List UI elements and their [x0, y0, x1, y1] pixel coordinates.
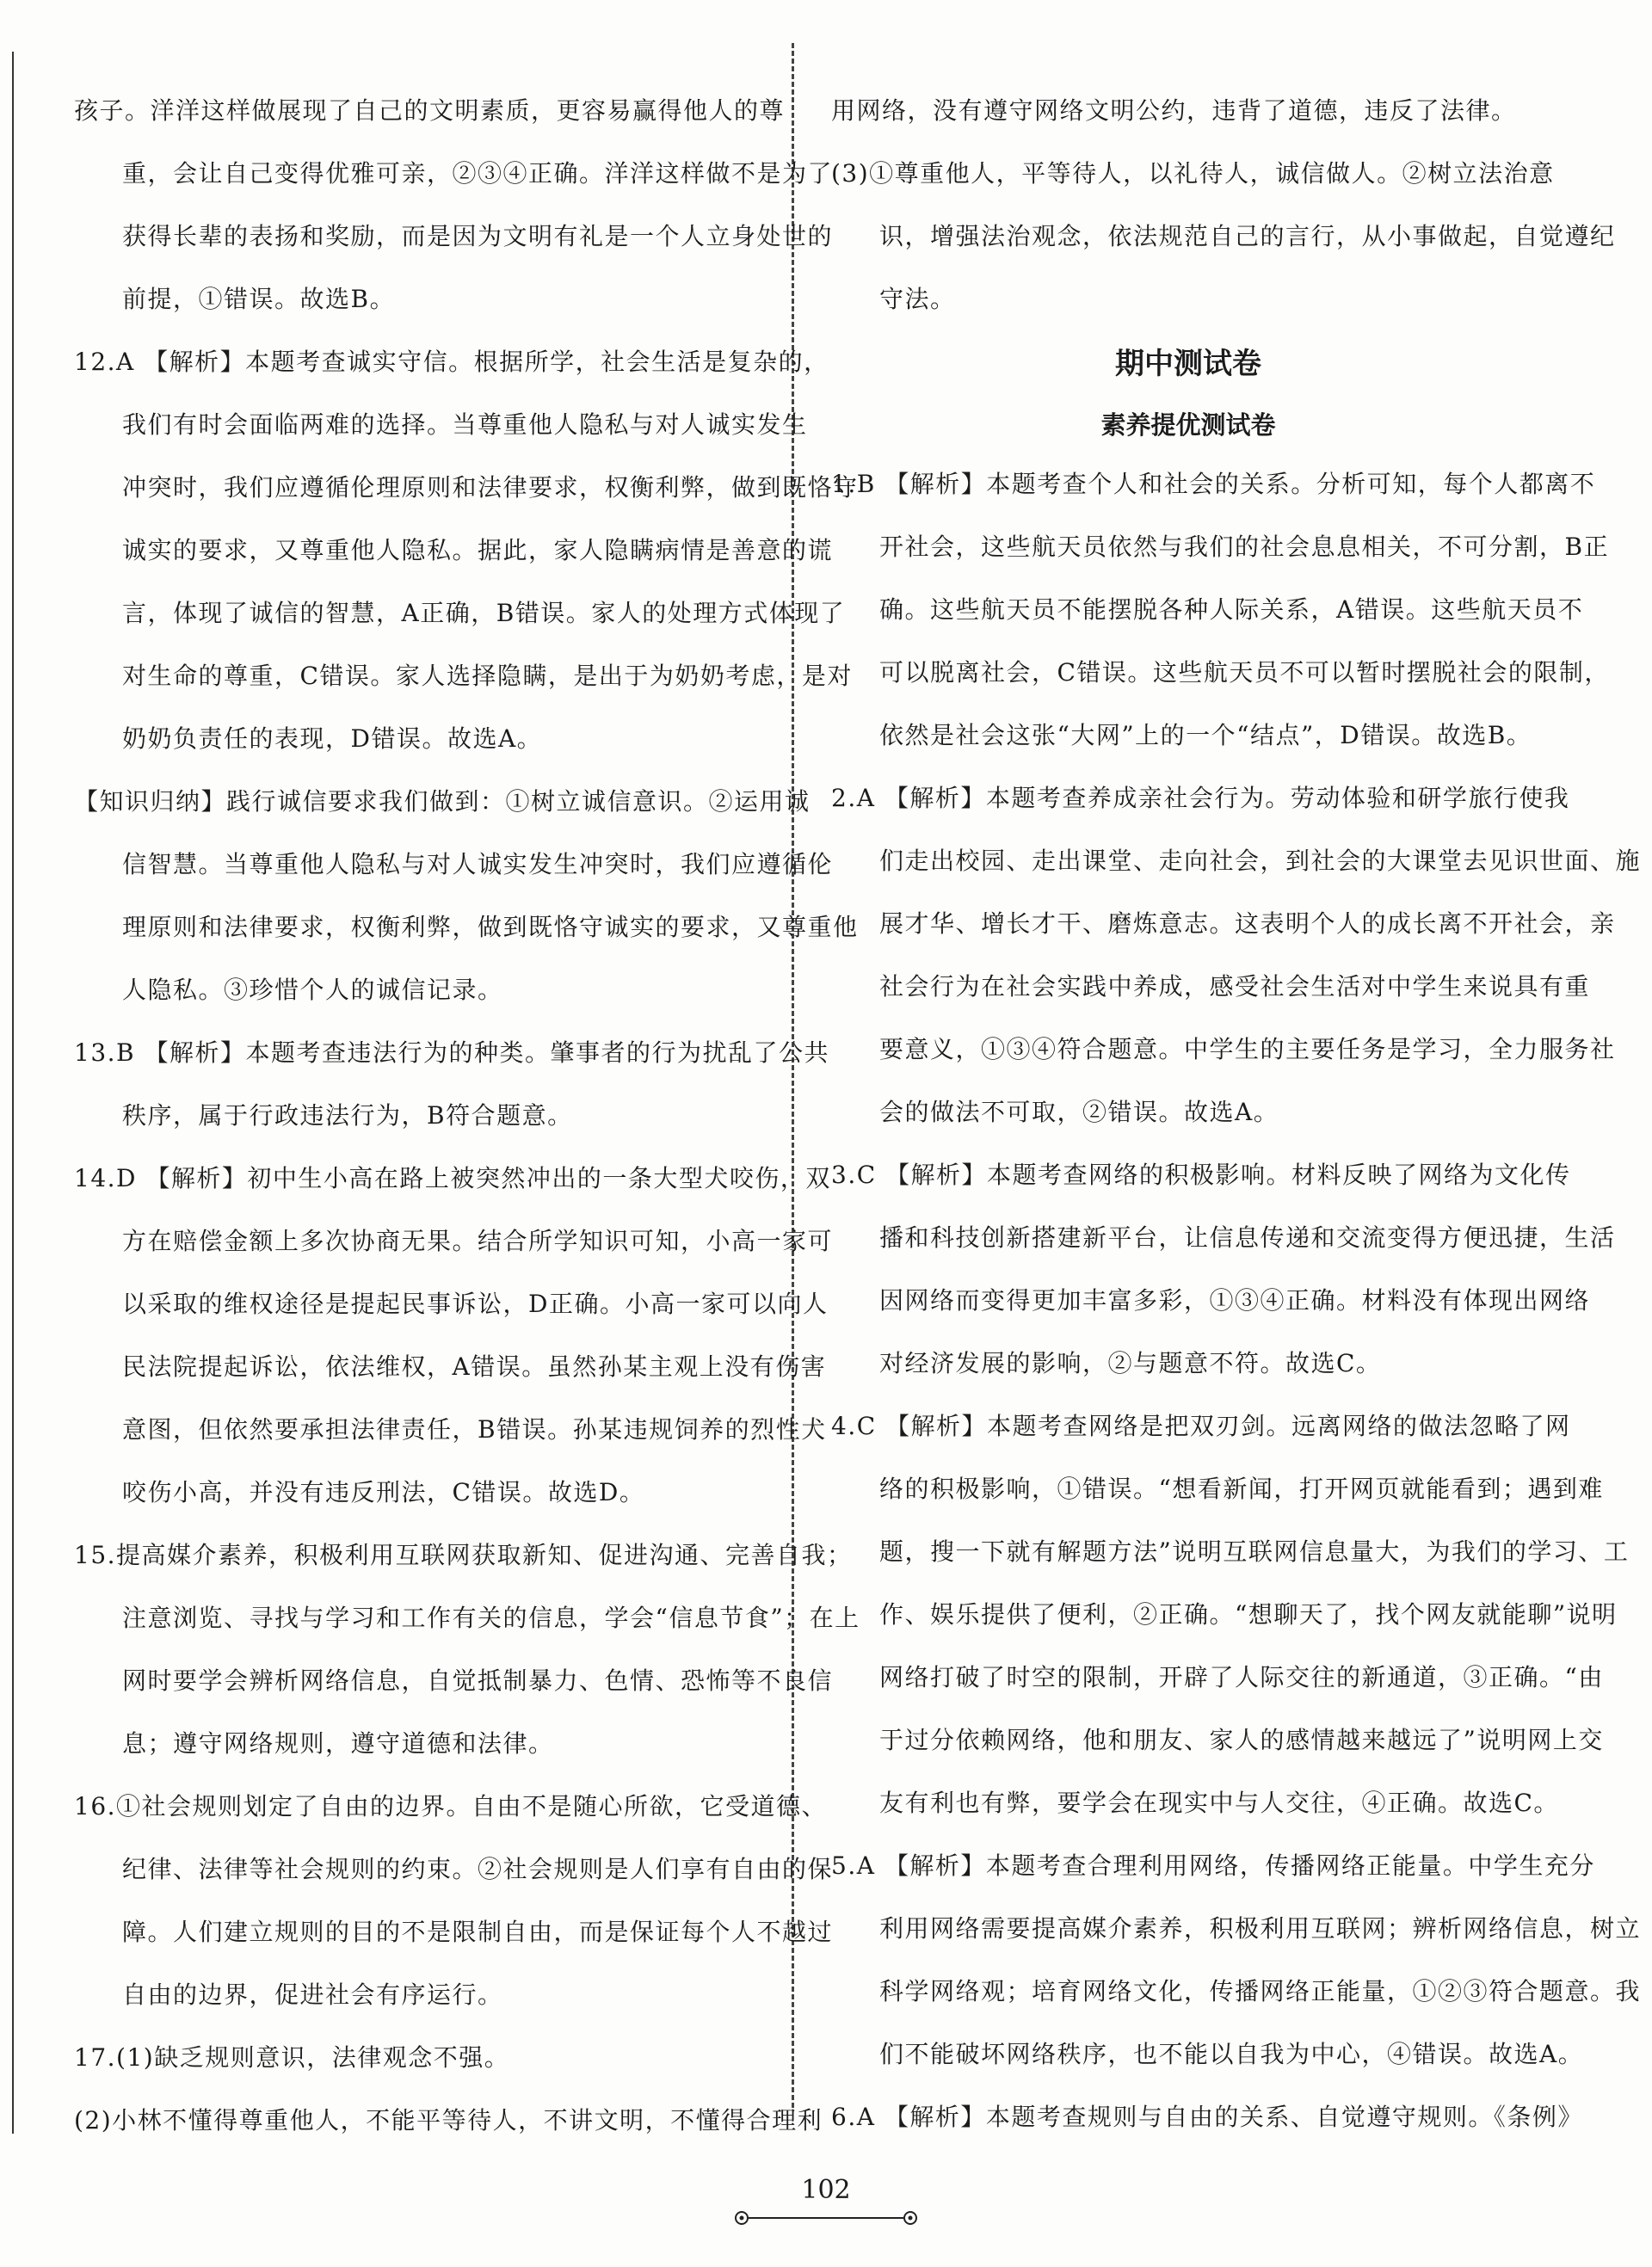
text-line: 奶奶负责任的表现，D错误。故选A。 [122, 724, 543, 753]
answer-item [831, 142, 1616, 330]
text-line: 秩序，属于行政违法行为，B符合题意。 [122, 1101, 573, 1130]
text-line: 于过分依赖网络，他和朋友、家人的感情越来越远了”说明网上交 [879, 1726, 1604, 1754]
text-line: 获得长辈的表扬和奖励，而是因为文明有礼是一个人立身处世的 [122, 222, 834, 250]
answer-item [74, 1524, 860, 1775]
text-line: 17.(1)缺乏规则意识，法律观念不强。 [74, 2043, 510, 2072]
text-line: 民法院提起诉讼，依法维权，A错误。虽然孙某主观上没有伤害 [122, 1352, 827, 1381]
text-line: 网络打破了时空的限制，开辟了人际交往的新通道，③正确。“由 [879, 1663, 1604, 1691]
answer-item [74, 330, 859, 770]
text-line: 对生命的尊重，C错误。家人选择隐瞒，是出于为奶奶考虑，是对 [122, 662, 853, 690]
text-line: 6.A 【解析】本题考查规则与自由的关系、自觉遵守规则。《条例》 [831, 2103, 1583, 2131]
text-line: 4.C 【解析】本题考查网络是把双刃剑。远离网络的做法忽略了网 [831, 1412, 1571, 1440]
answer-item [74, 2026, 797, 2089]
section-title: 期中测试卷 [1115, 347, 1261, 381]
text-line: 障。人们建立规则的目的不是限制自由，而是保证每个人不越过 [122, 1918, 834, 1946]
left-column [74, 79, 860, 2152]
text-line: 因网络而变得更加丰富多彩，①③④正确。材料没有体现出网络 [879, 1286, 1591, 1315]
text-line: 息；遵守网络规则，遵守道德和法律。 [122, 1729, 554, 1758]
text-line: 守法。 [879, 285, 956, 313]
text-line: 以采取的维权途径是提起民事诉讼，D正确。小高一家可以向人 [122, 1290, 829, 1318]
text-line: 2.A 【解析】本题考查养成亲社会行为。劳动体验和研学旅行使我 [831, 784, 1570, 812]
text-line: 重，会让自己变得优雅可亲，②③④正确。洋洋这样做不是为了 [122, 159, 834, 188]
text-line: 14.D 【解析】初中生小高在路上被突然冲出的一条大型犬咬伤，双 [74, 1164, 831, 1192]
text-line: 前提，①错误。故选B。 [122, 285, 396, 313]
right-column-top [831, 79, 1616, 330]
text-line: 5.A 【解析】本题考查合理利用网络，传播网络正能量。中学生充分 [831, 1851, 1595, 1880]
text-line: 要意义，①③④符合题意。中学生的主要任务是学习，全力服务社 [879, 1035, 1616, 1063]
text-line: 确。这些航天员不能摆脱各种人际关系，A错误。这些航天员不 [879, 595, 1584, 624]
footer-ornament [731, 2209, 921, 2227]
text-line: 开社会，这些航天员依然与我们的社会息息相关，不可分割，B正 [879, 533, 1610, 561]
text-line: 用网络，没有遵守网络文明公约，违背了道德，违反了法律。 [831, 96, 1517, 125]
text-line: 咬伤小高，并没有违反刑法，C错误。故选D。 [122, 1478, 645, 1506]
section-subtitle: 素养提优测试卷 [1100, 410, 1276, 440]
text-line: 纪律、法律等社会规则的约束。②社会规则是人们享有自由的保 [122, 1855, 834, 1883]
text-line: (2)小林不懂得尊重他人，不能平等待人，不讲文明，不懂得合理利 [74, 2106, 823, 2135]
answer-item [74, 1021, 830, 1147]
answer-item [831, 1143, 1616, 1395]
text-line: 科学网络观；培育网络文化，传播网络正能量，①②③符合题意。我 [879, 1977, 1642, 2005]
text-line: 们不能破坏网络秩序，也不能以自我为中心，④错误。故选A。 [879, 2040, 1584, 2068]
text-line: 网时要学会辨析网络信息，自觉抵制暴力、色情、恐怖等不良信 [122, 1666, 834, 1695]
answer-item [74, 2089, 823, 2152]
right-column-bottom [831, 453, 1642, 2148]
text-line: 孩子。洋洋这样做展现了自己的文明素质，更容易赢得他人的尊 [74, 96, 786, 125]
text-line: 络的积极影响，①错误。“想看新闻，打开网页就能看到；遇到难 [879, 1475, 1604, 1503]
text-line: 作、娱乐提供了便利，②正确。“想聊天了，找个网友就能聊”说明 [879, 1600, 1618, 1629]
text-line: 方在赔偿金额上多次协商无果。结合所学知识可知，小高一家可 [122, 1227, 834, 1255]
text-line: 友有利也有弊，要学会在现实中与人交往，④正确。故选C。 [879, 1789, 1559, 1817]
answer-item [831, 2085, 1583, 2148]
answer-item [831, 79, 1545, 142]
page-footer [731, 2175, 921, 2227]
text-line: 依然是社会这张“大网”上的一个“结点”，D错误。故选B。 [879, 721, 1532, 749]
page-number: 102 [801, 2175, 851, 2205]
left-margin-rule [12, 52, 14, 2134]
text-line: 展才华、增长才干、磨炼意志。这表明个人的成长离不开社会，亲 [879, 909, 1616, 938]
text-line: 3.C 【解析】本题考查网络的积极影响。材料反映了网络为文化传 [831, 1161, 1571, 1189]
answer-item [74, 770, 859, 1021]
text-line: 识，增强法治观念，依法规范自己的言行，从小事做起，自觉遵纪 [879, 222, 1616, 250]
text-line: (3)①尊重他人，平等待人，以礼待人，诚信做人。②树立法治意 [831, 159, 1555, 188]
text-line: 播和科技创新搭建新平台，让信息传递和交流变得方便迅捷，生活 [879, 1223, 1616, 1252]
text-line: 信智慧。当尊重他人隐私与对人诚实发生冲突时，我们应遵循伦 [122, 850, 834, 878]
answer-item [831, 453, 1610, 767]
text-line: 意图，但依然要承担法律责任，B错误。孙某违规饲养的烈性犬 [122, 1415, 827, 1444]
text-line: 【知识归纳】践行诚信要求我们做到：①树立诚信意识。②运用诚 [74, 787, 811, 816]
text-line: 自由的边界，促进社会有序运行。 [122, 1981, 503, 2009]
text-line: 对经济发展的影响，②与题意不符。故选C。 [879, 1349, 1382, 1377]
text-line: 12.A 【解析】本题考查诚实守信。根据所学，社会生活是复杂的， [74, 348, 829, 376]
text-line: 可以脱离社会，C错误。这些航天员不可以暂时摆脱社会的限制， [879, 658, 1610, 687]
answer-item [831, 1395, 1630, 1834]
text-line: 冲突时，我们应遵循伦理原则和法律要求，权衡利弊，做到既恪守 [122, 473, 859, 502]
text-line: 人隐私。③珍惜个人的诚信记录。 [122, 976, 503, 1004]
text-line: 社会行为在社会实践中养成，感受社会生活对中学生来说具有重 [879, 972, 1591, 1001]
text-line: 15.提高媒介素养，积极利用互联网获取新知、促进沟通、完善自我； [74, 1541, 853, 1569]
answer-item [74, 1775, 834, 2026]
text-line: 我们有时会面临两难的选择。当尊重他人隐私与对人诚实发生 [122, 410, 808, 439]
answer-item [831, 767, 1642, 1143]
text-line: 会的做法不可取，②错误。故选A。 [879, 1098, 1279, 1126]
text-line: 13.B 【解析】本题考查违法行为的种类。肇事者的行为扰乱了公共 [74, 1038, 830, 1067]
text-line: 诚实的要求，又尊重他人隐私。据此，家人隐瞒病情是善意的谎 [122, 536, 834, 564]
right-column [831, 79, 1642, 2148]
text-line: 16.①社会规则划定了自由的边界。自由不是随心所欲，它受道德、 [74, 1792, 828, 1820]
text-line: 言，体现了诚信的智慧，A正确，B错误。家人的处理方式体现了 [122, 599, 846, 627]
text-line: 1.B 【解析】本题考查个人和社会的关系。分析可知，每个人都离不 [831, 470, 1596, 498]
text-line: 利用网络需要提高媒介素养，积极利用互联网；辨析网络信息，树立 [879, 1914, 1642, 1943]
text-line: 注意浏览、寻找与学习和工作有关的信息，学会“信息节食”；在上 [122, 1604, 860, 1632]
answer-item [831, 1834, 1642, 2085]
answer-item [74, 1147, 834, 1524]
answer-item [74, 79, 834, 330]
text-line: 们走出校园、走出课堂、走向社会，到社会的大课堂去见识世面、施 [879, 847, 1642, 875]
text-line: 理原则和法律要求，权衡利弊，做到既恪守诚实的要求，又尊重他 [122, 913, 859, 941]
text-line: 题，搜一下就有解题方法”说明互联网信息量大，为我们的学习、工 [879, 1537, 1630, 1566]
